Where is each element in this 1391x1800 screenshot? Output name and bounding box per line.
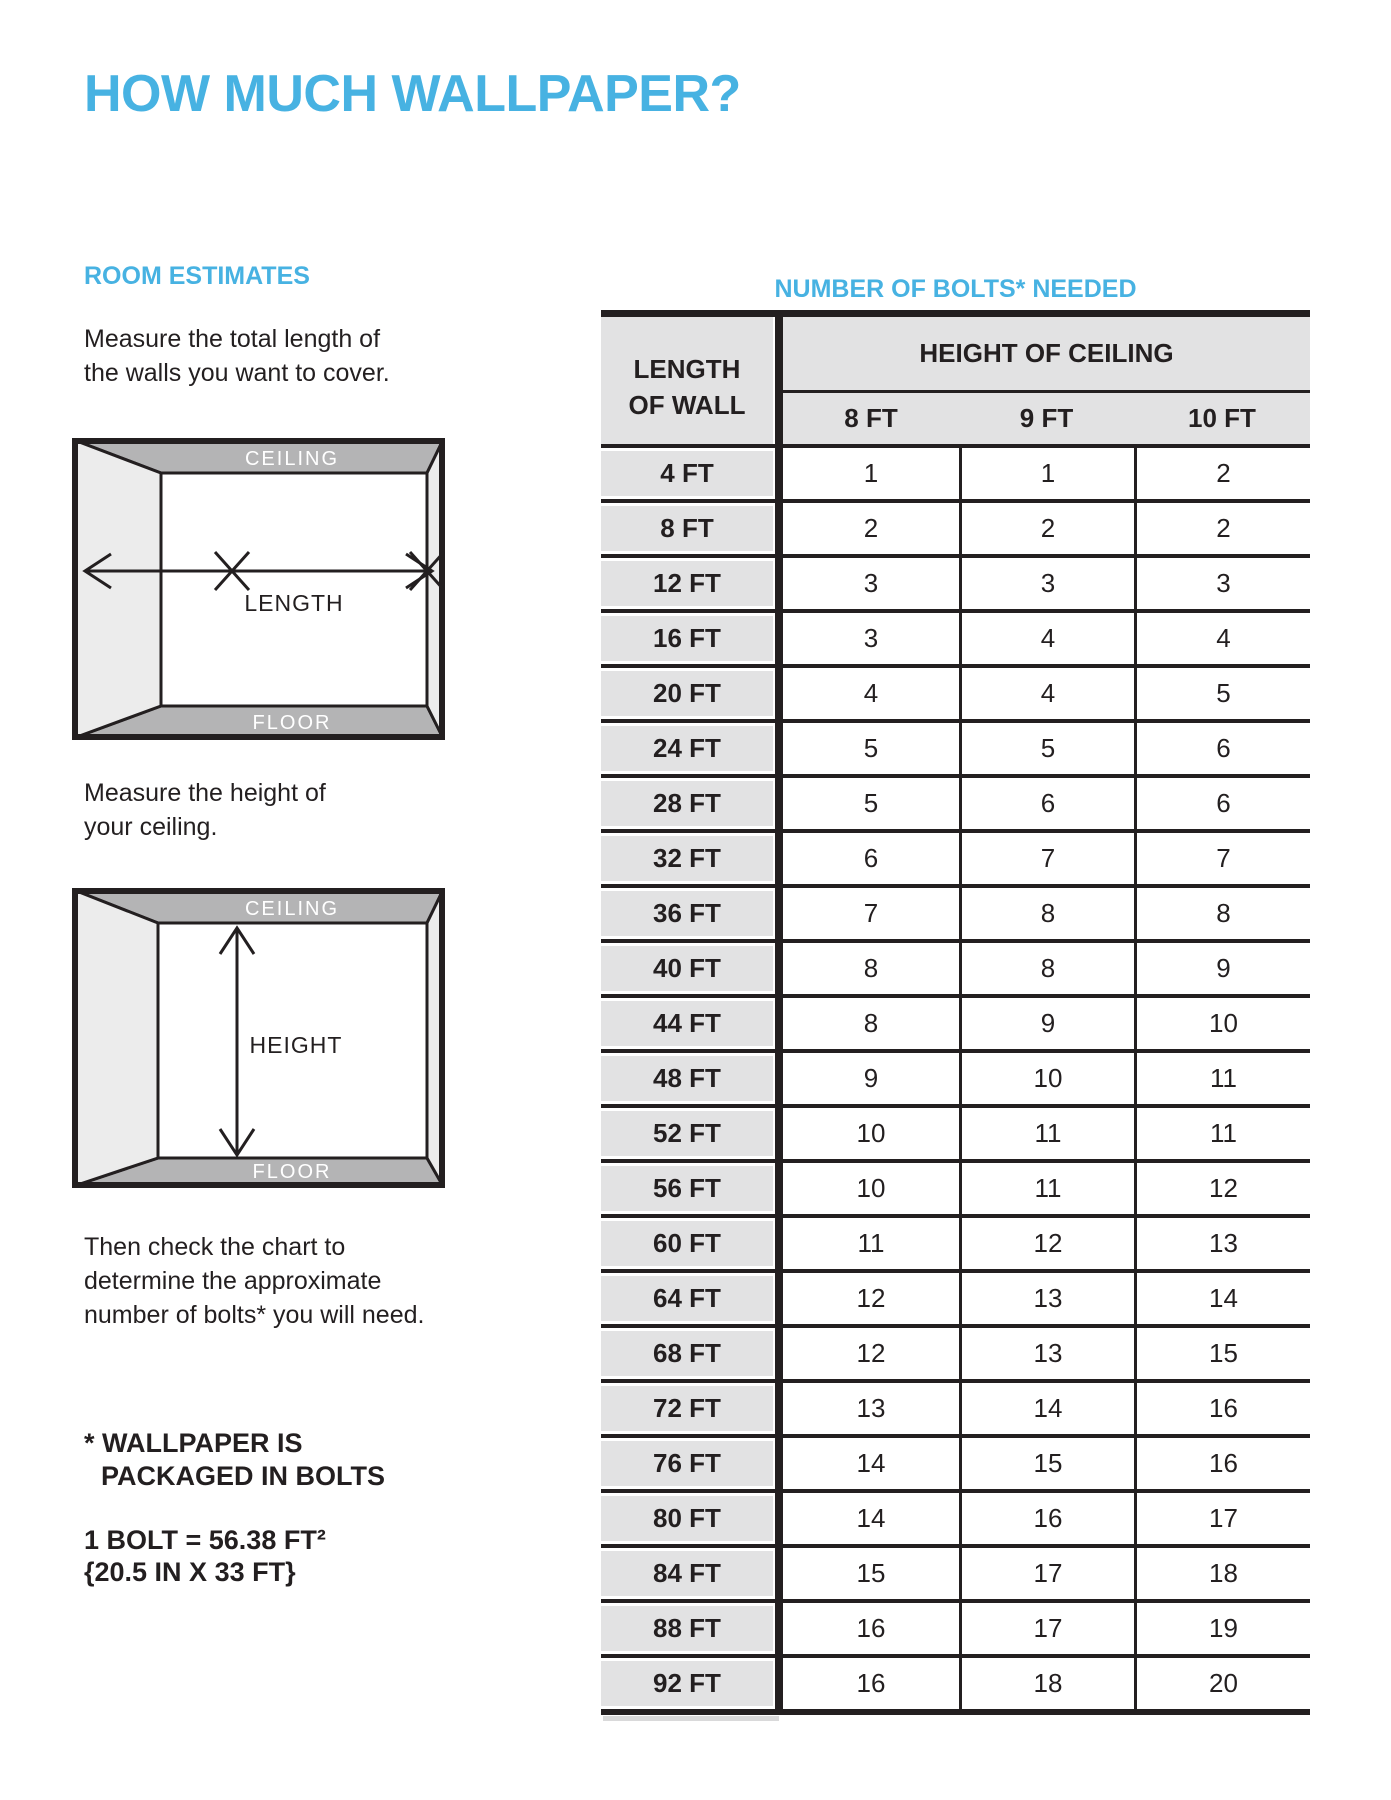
- table-row: [601, 668, 1310, 723]
- height-diagram: [72, 888, 445, 1188]
- bolt-count-cell: 12: [775, 1328, 959, 1379]
- length-label: LENGTH: [244, 590, 344, 616]
- bolt-count-cell: 10: [1134, 998, 1310, 1049]
- table-row: [601, 943, 1310, 998]
- table-row: [601, 1328, 1310, 1383]
- table-row: [601, 888, 1310, 943]
- table-row: [601, 778, 1310, 833]
- bolt-count-cell: 12: [1134, 1163, 1310, 1214]
- height-label: HEIGHT: [249, 1032, 343, 1058]
- bolt-count-cell: 9: [959, 998, 1134, 1049]
- bolt-count-cell: 3: [1134, 558, 1310, 609]
- table-row: [601, 723, 1310, 778]
- row-label: 40 FT: [601, 943, 775, 994]
- step3-line1: Then check the chart to: [84, 1233, 346, 1261]
- bolt-count-cell: 5: [775, 723, 959, 774]
- bolt-count-cell: 4: [1134, 613, 1310, 664]
- step3-text: [84, 1230, 424, 1332]
- bolt-count-cell: 9: [775, 1053, 959, 1104]
- ceiling-label: CEILING: [244, 448, 340, 470]
- bolt-info-line2: {20.5 IN X 33 FT}: [84, 1557, 296, 1587]
- row-label: 16 FT: [601, 613, 775, 664]
- bolt-count-cell: 18: [1134, 1548, 1310, 1599]
- bolt-count-cell: 13: [959, 1328, 1134, 1379]
- bolt-count-cell: 14: [775, 1438, 959, 1489]
- row-label: 20 FT: [601, 668, 775, 719]
- bolt-count-cell: 11: [959, 1163, 1134, 1214]
- bolt-count-cell: 4: [959, 668, 1134, 719]
- bolt-count-cell: 6: [775, 833, 959, 884]
- col-header-9ft: 9 FT: [959, 393, 1134, 444]
- table-row: [601, 998, 1310, 1053]
- table-row: [601, 1108, 1310, 1163]
- bolt-count-cell: 11: [1134, 1108, 1310, 1159]
- page-title: HOW MUCH WALLPAPER?: [84, 65, 741, 123]
- bolt-size-info: [84, 1524, 326, 1588]
- table-body: [601, 448, 1310, 1715]
- bolt-info-line1: 1 BOLT = 56.38 FT²: [84, 1525, 326, 1555]
- row-label: 84 FT: [601, 1548, 775, 1599]
- bolt-count-cell: 14: [959, 1383, 1134, 1434]
- table-shadow: [603, 1716, 779, 1721]
- bolt-count-cell: 14: [1134, 1273, 1310, 1324]
- floor-label: FLOOR: [252, 1161, 332, 1183]
- ceiling-height-columns: [775, 393, 1310, 444]
- bolt-count-cell: 10: [775, 1108, 959, 1159]
- bolt-count-cell: 15: [775, 1548, 959, 1599]
- row-label: 24 FT: [601, 723, 775, 774]
- footnote-line2: PACKAGED IN BOLTS: [101, 1461, 386, 1491]
- bolt-count-cell: 16: [1134, 1383, 1310, 1434]
- bolt-count-cell: 11: [1134, 1053, 1310, 1104]
- row-label: 80 FT: [601, 1493, 775, 1544]
- bolt-count-cell: 8: [775, 998, 959, 1049]
- col-header-10ft: 10 FT: [1134, 393, 1310, 444]
- left-wall-face: [74, 440, 161, 738]
- table-row: [601, 1218, 1310, 1273]
- corner-line2: OF WALL: [628, 389, 746, 420]
- bolt-count-cell: 10: [775, 1163, 959, 1214]
- length-of-wall-header: [601, 317, 775, 444]
- bolt-count-cell: 8: [775, 943, 959, 994]
- bolt-count-cell: 13: [775, 1383, 959, 1434]
- bolt-count-cell: 7: [775, 888, 959, 939]
- step2-text: [84, 776, 326, 844]
- table-header: [601, 317, 1310, 448]
- row-label: 60 FT: [601, 1218, 775, 1269]
- row-label: 8 FT: [601, 503, 775, 554]
- length-diagram: [72, 438, 445, 740]
- table-row: [601, 1383, 1310, 1438]
- row-label: 4 FT: [601, 448, 775, 499]
- bolt-count-cell: 17: [1134, 1493, 1310, 1544]
- bolt-count-cell: 10: [959, 1053, 1134, 1104]
- row-label: 92 FT: [601, 1658, 775, 1709]
- bolts-table-heading: NUMBER OF BOLTS* NEEDED: [774, 275, 1137, 303]
- row-label: 28 FT: [601, 778, 775, 829]
- bolt-count-cell: 6: [1134, 778, 1310, 829]
- step1-line2: the walls you want to cover.: [84, 359, 390, 387]
- height-of-ceiling-header: HEIGHT OF CEILING: [775, 317, 1310, 393]
- bolt-count-cell: 17: [959, 1603, 1134, 1654]
- bolt-count-cell: 5: [775, 778, 959, 829]
- row-label: 68 FT: [601, 1328, 775, 1379]
- left-wall-face: [74, 890, 158, 1186]
- bolt-count-cell: 7: [1134, 833, 1310, 884]
- bolt-count-cell: 16: [775, 1658, 959, 1709]
- table-row: [601, 503, 1310, 558]
- corner-line1: LENGTH: [633, 353, 741, 384]
- row-label: 44 FT: [601, 998, 775, 1049]
- bolt-count-cell: 12: [775, 1273, 959, 1324]
- bolt-count-cell: 15: [959, 1438, 1134, 1489]
- table-row: [601, 1603, 1310, 1658]
- bolt-count-cell: 4: [775, 668, 959, 719]
- step1-line1: Measure the total length of: [84, 325, 381, 353]
- bolt-count-cell: 3: [959, 558, 1134, 609]
- ceiling-label: CEILING: [244, 898, 340, 920]
- bolt-count-cell: 16: [1134, 1438, 1310, 1489]
- row-label: 76 FT: [601, 1438, 775, 1489]
- bolt-count-cell: 2: [959, 503, 1134, 554]
- step1-text: [84, 322, 390, 390]
- bolt-count-cell: 8: [959, 943, 1134, 994]
- table-row: [601, 1493, 1310, 1548]
- bolt-count-cell: 17: [959, 1548, 1134, 1599]
- step2-line1: Measure the height of: [84, 779, 326, 807]
- bolt-count-cell: 6: [959, 778, 1134, 829]
- table-row: [601, 1053, 1310, 1108]
- row-label: 64 FT: [601, 1273, 775, 1324]
- bolt-count-cell: 5: [1134, 668, 1310, 719]
- row-label: 36 FT: [601, 888, 775, 939]
- table-row: [601, 448, 1310, 503]
- row-label: 52 FT: [601, 1108, 775, 1159]
- col-header-8ft: 8 FT: [783, 393, 959, 444]
- bolt-count-cell: 3: [775, 558, 959, 609]
- table-row: [601, 558, 1310, 613]
- bolt-count-cell: 4: [959, 613, 1134, 664]
- table-row: [601, 833, 1310, 888]
- row-label: 56 FT: [601, 1163, 775, 1214]
- bolt-count-cell: 9: [1134, 943, 1310, 994]
- bolt-count-cell: 8: [1134, 888, 1310, 939]
- bolt-count-cell: 2: [775, 503, 959, 554]
- bolt-count-cell: 18: [959, 1658, 1134, 1709]
- table-row: [601, 1548, 1310, 1603]
- row-label: 12 FT: [601, 558, 775, 609]
- bolt-count-cell: 13: [959, 1273, 1134, 1324]
- table-row: [601, 1273, 1310, 1328]
- bolt-count-cell: 2: [1134, 503, 1310, 554]
- row-label: 72 FT: [601, 1383, 775, 1434]
- table-row: [601, 1658, 1310, 1715]
- bolt-count-cell: 6: [1134, 723, 1310, 774]
- bolt-count-cell: 12: [959, 1218, 1134, 1269]
- floor-label: FLOOR: [252, 712, 332, 734]
- bolt-count-cell: 20: [1134, 1658, 1310, 1709]
- bolt-count-cell: 16: [959, 1493, 1134, 1544]
- row-label: 32 FT: [601, 833, 775, 884]
- bolt-count-cell: 14: [775, 1493, 959, 1544]
- bolt-count-cell: 1: [959, 448, 1134, 499]
- footnote-line1: * WALLPAPER IS: [84, 1428, 303, 1458]
- bolt-count-cell: 3: [775, 613, 959, 664]
- bolt-count-cell: 11: [775, 1218, 959, 1269]
- bolt-count-cell: 15: [1134, 1328, 1310, 1379]
- room-estimates-heading: ROOM ESTIMATES: [84, 262, 310, 290]
- step2-line2: your ceiling.: [84, 813, 218, 841]
- bolt-count-cell: 2: [1134, 448, 1310, 499]
- step3-line2: determine the approximate: [84, 1267, 382, 1295]
- bolt-count-cell: 1: [775, 448, 959, 499]
- bolt-count-cell: 16: [775, 1603, 959, 1654]
- table-row: [601, 1438, 1310, 1493]
- table-row: [601, 613, 1310, 668]
- bolt-count-cell: 11: [959, 1108, 1134, 1159]
- step3-line3: number of bolts* you will need.: [84, 1301, 425, 1329]
- bolt-count-cell: 8: [959, 888, 1134, 939]
- row-label: 88 FT: [601, 1603, 775, 1654]
- bolt-count-cell: 19: [1134, 1603, 1310, 1654]
- bolts-table: [601, 310, 1310, 1715]
- bolt-count-cell: 13: [1134, 1218, 1310, 1269]
- bolt-count-cell: 7: [959, 833, 1134, 884]
- wallpaper-footnote: [84, 1427, 385, 1493]
- bolt-count-cell: 5: [959, 723, 1134, 774]
- header-right: [775, 317, 1310, 444]
- row-label: 48 FT: [601, 1053, 775, 1104]
- table-row: [601, 1163, 1310, 1218]
